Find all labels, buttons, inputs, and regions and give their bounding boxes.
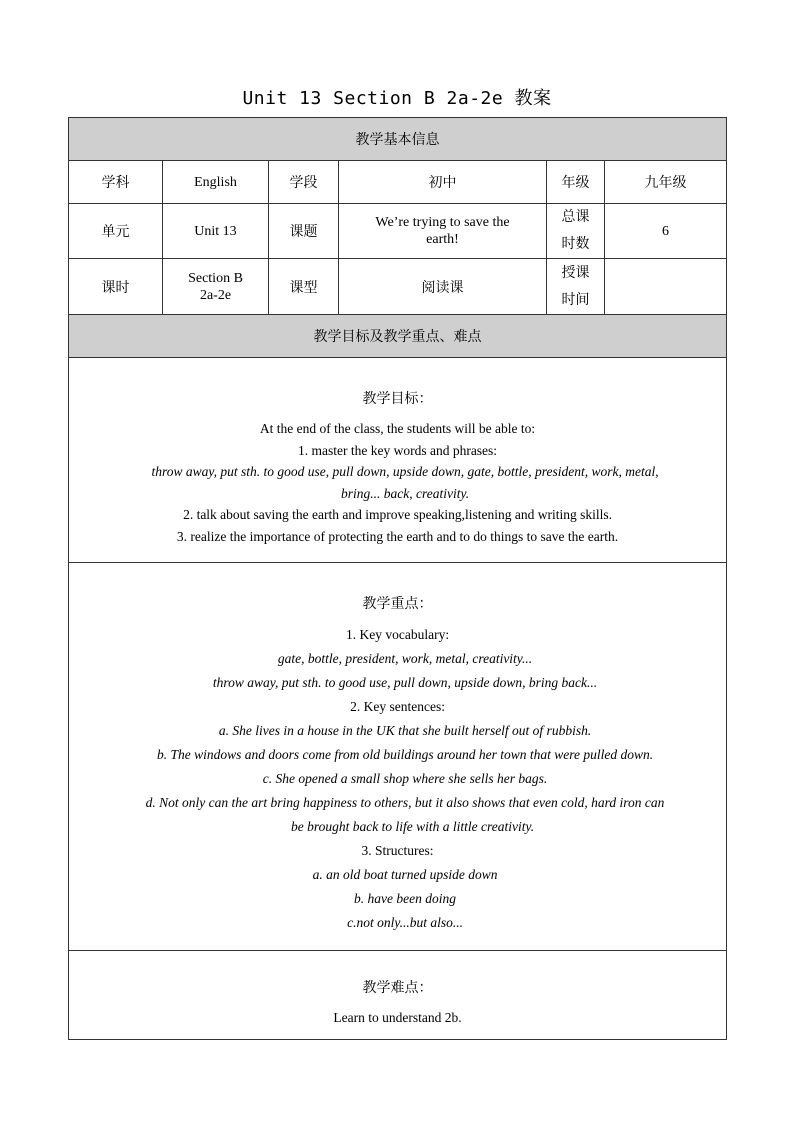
key-points-line: b. The windows and doors come from old buildings around her town that were pulled down. — [156, 747, 654, 762]
lesson-type-label: 课型 — [269, 259, 339, 315]
lesson-type-value: 阅读课 — [339, 259, 547, 315]
total-hours-label-line1: 总课 — [561, 209, 590, 225]
topic-value-line1: We’re trying to save the — [375, 215, 510, 230]
stage-label: 学段 — [269, 161, 339, 204]
objectives-section — [69, 358, 727, 563]
period-value — [163, 259, 269, 315]
period-value-line1: Section B — [188, 270, 243, 286]
unit-label: 单元 — [69, 204, 163, 259]
difficulties-line: Learn to understand 2b. — [333, 1009, 462, 1025]
topic-label: 课题 — [269, 204, 339, 259]
key-points-line: d. Not only can the art bring happiness to others, but it also shows that even cold, hard iron can — [145, 795, 665, 810]
objectives-header: 教学目标及教学重点、难点 — [69, 315, 727, 358]
unit-value: Unit 13 — [163, 204, 269, 259]
subject-value: English — [163, 161, 269, 204]
basic-info-header: 教学基本信息 — [69, 118, 727, 161]
difficulties-heading: 教学难点： — [362, 979, 433, 996]
lesson-plan-table — [68, 117, 727, 1040]
key-points-line: c. She opened a small shop where she sells her bags. — [262, 771, 548, 786]
key-points-line: a. She lives in a house in the UK that she built herself out of rubbish. — [218, 723, 592, 738]
key-points-line: gate, bottle, president, work, metal, creativity... — [277, 651, 533, 666]
period-value-line2: 2a-2e — [199, 287, 232, 303]
topic-value-line2: earth! — [426, 232, 459, 247]
objectives-line: 2. talk about saving the earth and improve speaking,listening and writing skills. — [183, 507, 612, 522]
key-points-line: throw away, put sth. to good use, pull down, upside down, bring back... — [212, 675, 598, 690]
total-hours-label-line2: 时数 — [561, 236, 590, 252]
key-points-line: 2. Key sentences: — [350, 699, 445, 714]
key-points-line: 1. Key vocabulary: — [345, 627, 450, 642]
key-points-heading: 教学重点： — [362, 596, 433, 612]
objectives-line: bring... back, creativity. — [340, 485, 470, 501]
key-points-line: 3. Structures: — [361, 843, 434, 858]
objectives-line: At the end of the class, the students will be able to: — [259, 421, 536, 436]
total-hours-value: 6 — [605, 204, 727, 259]
key-points-line: be brought back to life with a little creativity. — [290, 819, 535, 834]
total-hours-label — [547, 204, 605, 259]
teaching-time-label — [547, 259, 605, 315]
key-points-line: b. have been doing — [354, 891, 457, 906]
objectives-line: 3. realize the importance of protecting the earth and to do things to save the earth. — [176, 528, 619, 544]
period-label: 课时 — [69, 259, 163, 315]
teaching-time-value — [605, 259, 727, 315]
topic-value — [339, 204, 547, 259]
page-title: Unit 13 Section B 2a-2e 教案 — [242, 88, 552, 109]
objectives-line: throw away, put sth. to good use, pull down, upside down, gate, bottle, president, work, metal, — [151, 464, 659, 479]
stage-value: 初中 — [339, 161, 547, 204]
objectives-heading: 教学目标： — [362, 391, 433, 407]
teaching-time-label-line2: 时间 — [561, 291, 590, 308]
difficulties-section — [69, 951, 727, 1040]
key-points-section — [69, 563, 727, 951]
grade-label: 年级 — [547, 161, 605, 204]
subject-label: 学科 — [69, 161, 163, 204]
grade-value: 九年级 — [605, 161, 727, 204]
key-points-line: c.not only...but also... — [347, 915, 463, 930]
key-points-line: a. an old boat turned upside down — [312, 867, 498, 882]
teaching-time-label-line1: 授课 — [561, 264, 590, 281]
objectives-line: 1. master the key words and phrases: — [297, 442, 498, 458]
